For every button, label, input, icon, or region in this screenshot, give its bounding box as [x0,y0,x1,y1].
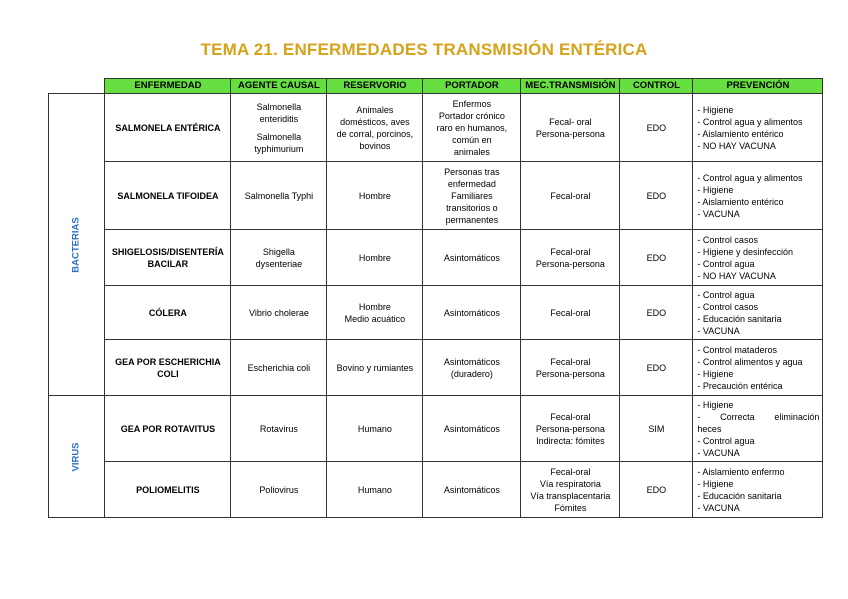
header-agente: AGENTE CAUSAL [231,79,327,94]
cell-agente-line: enteriditis [259,113,299,124]
cell-prevencion [693,162,823,230]
cell-prevencion [693,396,823,462]
cell-enfermedad: GEA POR ROTAVITUS [105,396,231,462]
cell-mec [521,340,620,396]
cell-mec-line: Fecal-oral [550,411,591,422]
cell-portador [423,340,521,396]
diseases-table [48,78,823,518]
cell-mec-line: Persona-persona [535,423,605,434]
cell-mec [521,162,620,230]
cell-control: EDO [620,94,693,162]
cell-agente-line: Escherichia coli [247,362,311,373]
cell-reservorio [327,462,423,518]
cell-prevencion-line: - NO HAY VACUNA [697,140,776,151]
cell-prevencion [693,286,823,340]
cell-portador-line: (duradero) [450,368,493,379]
cell-control: EDO [620,230,693,286]
cell-reservorio-line: Hombre [358,301,391,312]
cell-prevencion-line: - Precaución entérica [697,380,783,391]
cell-reservorio [327,286,423,340]
header-blank [49,79,105,94]
cell-portador-line: enfermedad [447,178,496,189]
cell-portador [423,94,521,162]
table-row [49,340,823,396]
cell-prevencion-line: - Control agua y alimentos [697,172,803,183]
group-label: VIRUS [70,441,82,472]
cell-agente [231,230,327,286]
cell-prevencion-line: - Control casos [697,301,758,312]
cell-mec-line: Fecal-oral [550,246,591,257]
cell-agente-line: Rotavirus [259,423,298,434]
cell-portador-line: Familiares [451,190,493,201]
cell-mec [521,94,620,162]
cell-prevencion-line: - Control agua [697,435,755,446]
cell-reservorio-line: Hombre [358,252,391,263]
header-mec: MEC.TRANSMISIÓN [521,79,620,94]
cell-prevencion-line: - Higiene [697,184,734,195]
table-header-row [49,79,823,94]
cell-mec-line: Fecal-oral [550,190,591,201]
cell-mec-line: Persona-persona [535,128,605,139]
cell-portador-line: Portador crónico [438,110,505,121]
cell-portador-line: Asintomáticos [443,356,500,367]
cell-portador [423,462,521,518]
cell-mec-line: Indirecta: fómites [536,435,605,446]
cell-prevencion [693,94,823,162]
cell-portador [423,230,521,286]
cell-agente-line: dysenteriae [255,258,303,269]
cell-portador [423,396,521,462]
cell-reservorio [327,94,423,162]
cell-mec-line: Fecal-oral [550,356,591,367]
cell-portador-line: Asintomáticos [443,307,500,318]
cell-agente-line: Poliovirus [259,484,299,495]
cell-mec-line: Persona-persona [535,258,605,269]
cell-enfermedad: CÓLERA [105,286,231,340]
cell-control: EDO [620,340,693,396]
cell-portador [423,162,521,230]
cell-reservorio-line: de corral, porcinos, [336,128,414,139]
cell-agente [231,396,327,462]
page-title: TEMA 21. ENFERMEDADES TRANSMISIÓN ENTÉRICA [200,40,648,59]
cell-prevencion-line: - Aislamiento entérico [697,128,784,139]
cell-mec-line: Fómites [554,502,587,513]
cell-enfermedad: SALMONELA ENTÉRICA [105,94,231,162]
cell-control: EDO [620,286,693,340]
cell-reservorio-line: domésticos, aves [340,116,410,127]
cell-mec-line: Fecal-oral [550,307,591,318]
cell-control: SIM [620,396,693,462]
cell-control: EDO [620,162,693,230]
cell-portador-line: común en [452,134,492,145]
cell-agente-line: Salmonella Typhi [244,190,314,201]
cell-reservorio-line: Medio acuático [344,313,406,324]
cell-reservorio [327,340,423,396]
cell-prevencion-line: - Higiene y desinfección [697,246,793,257]
cell-mec [521,462,620,518]
cell-portador-line: Enfermos [452,98,492,109]
cell-prevencion-line: - Control agua [697,289,755,300]
cell-mec-line: Persona-persona [535,368,605,379]
cell-prevencion-line: - Higiene [697,104,734,115]
cell-prevencion-line: - Higiene [697,399,734,410]
header-reservorio: RESERVORIO [327,79,423,94]
cell-agente [231,286,327,340]
cell-reservorio-line: Hombre [358,190,391,201]
group-virus [49,396,105,518]
cell-enfermedad: SALMONELA TIFOIDEA [105,162,231,230]
cell-prevencion-line: - VACUNA [697,208,740,219]
cell-reservorio-line: bovinos [359,140,391,151]
cell-reservorio-line: Bovino y rumiantes [336,362,414,373]
cell-mec-line: Vía transplacentaria [530,490,611,501]
header-portador: PORTADOR [423,79,521,94]
cell-reservorio [327,162,423,230]
cell-prevencion-line: - Control casos [697,234,758,245]
cell-agente [231,340,327,396]
cell-enfermedad: GEA POR ESCHERICHIA COLI [105,340,231,396]
cell-prevencion-line: - Aislamiento enfermo [697,466,785,477]
cell-mec [521,286,620,340]
cell-enfermedad: POLIOMELITIS [105,462,231,518]
cell-portador-line: Asintomáticos [443,484,500,495]
cell-prevencion-line: - Aislamiento entérico [697,196,784,207]
cell-reservorio [327,230,423,286]
group-bacterias [49,94,105,396]
cell-agente [231,462,327,518]
header-enfermedad: ENFERMEDAD [105,79,231,94]
cell-prevencion-line: heces [697,423,722,434]
cell-portador-line: Asintomáticos [443,252,500,263]
cell-mec-line: Fecal- oral [549,116,592,127]
cell-mec [521,230,620,286]
cell-portador-line: transitorios o [446,202,498,213]
cell-mec [521,396,620,462]
cell-prevencion-line: - Educación sanitaria [697,490,782,501]
table-row [49,396,823,462]
cell-prevencion-line: - Educación sanitaria [697,313,782,324]
cell-portador-line: permanentes [445,214,499,225]
cell-agente-line: Salmonella [256,131,302,142]
cell-reservorio-line: Humano [357,423,392,434]
header-prevencion: PREVENCIÓN [693,79,823,94]
cell-prevencion-line: - VACUNA [697,502,740,513]
cell-prevencion [693,462,823,518]
cell-reservorio [327,396,423,462]
cell-prevencion [693,340,823,396]
cell-prevencion-line: - Higiene [697,478,734,489]
cell-portador-line: animales [453,146,490,157]
table-row [49,462,823,518]
cell-reservorio-line: Humano [357,484,392,495]
header-control: CONTROL [620,79,693,94]
cell-prevencion-line: - NO HAY VACUNA [697,270,776,281]
cell-prevencion-line: - Control agua [697,258,755,269]
cell-agente-line: Salmonella [256,101,302,112]
cell-prevencion-line: - Control mataderos [697,344,777,355]
cell-prevencion-line: - Control agua y alimentos [697,116,803,127]
cell-prevencion-line: - Higiene [697,368,734,379]
cell-mec-line: Vía respiratoria [539,478,601,489]
cell-portador-line: Asintomáticos [443,423,500,434]
cell-portador-line: raro en humanos, [436,122,508,133]
cell-portador [423,286,521,340]
cell-mec-line: Fecal-oral [550,466,591,477]
table-row [49,230,823,286]
cell-agente-line: typhimurium [254,143,304,154]
cell-portador-line: Personas tras [444,166,500,177]
table-row [49,94,823,162]
cell-enfermedad: SHIGELOSIS/DISENTERÍA BACILAR [105,230,231,286]
cell-control: EDO [620,462,693,518]
cell-prevencion [693,230,823,286]
cell-reservorio-line: Animales [356,104,394,115]
cell-agente [231,162,327,230]
cell-prevencion-line: - Correcta eliminación [697,411,820,422]
table-row [49,286,823,340]
cell-agente [231,94,327,162]
cell-prevencion-line: - Control alimentos y agua [697,356,803,367]
cell-prevencion-line: - VACUNA [697,325,740,336]
cell-agente-line: Vibrio cholerae [248,307,309,318]
table-row [49,162,823,230]
cell-agente-line: Shigella [262,246,295,257]
cell-prevencion-line: - VACUNA [697,447,740,458]
group-label: BACTERIAS [70,216,82,273]
